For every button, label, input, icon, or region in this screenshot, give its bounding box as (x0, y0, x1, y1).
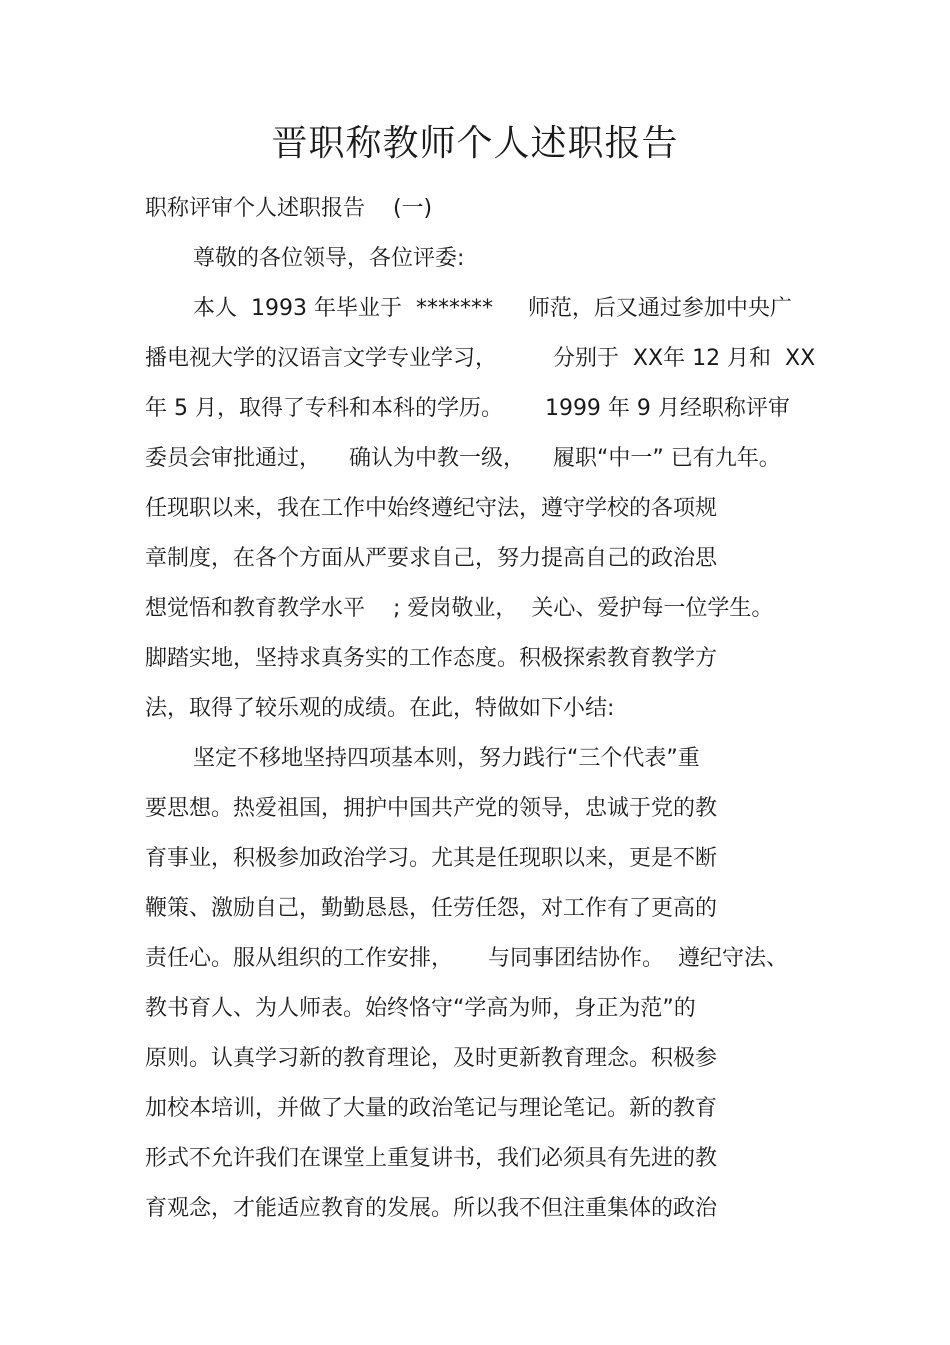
text-line: 播电视大学的汉语言文学专业学习， 分别于 XX年 12 月和 XX (145, 346, 816, 371)
text-line: 章制度，在各个方面从严要求自己，努力提高自己的政治思 (145, 546, 718, 571)
text-line: 责任心。服从组织的工作安排， 与同事团结协作。 遵纪守法、 (145, 946, 788, 971)
text-line: 想觉悟和教育教学水平 ; 爱岗敬业， 关心、爱护每一位学生。 (145, 596, 774, 621)
text-line: 要思想。热爱祖国，拥护中国共产党的领导，忠诚于党的教 (145, 796, 718, 821)
text-line: 育事业，积极参加政治学习。尤其是任现职以来，更是不断 (145, 846, 718, 871)
document-title: 晋职称教师个人述职报告 (271, 123, 679, 164)
document-body (0, 240, 950, 1240)
text-line: 脚踏实地，坚持求真务实的工作态度。积极探索教育教学方 (145, 646, 718, 671)
document-subtitle: 职称评审个人述职报告 (一) (145, 196, 433, 221)
text-line: 本人 1993 年毕业于 ******* 师范，后又通过参加中央广 (193, 296, 792, 321)
text-line: 鞭策、激励自己，勤勤恳恳，任劳任怨，对工作有了更高的 (145, 896, 718, 921)
text-line: 加校本培训，并做了大量的政治笔记与理论笔记。新的教育 (145, 1096, 718, 1121)
text-line: 原则。认真学习新的教育理论，及时更新教育理念。积极参 (145, 1046, 718, 1071)
text-line: 育观念，才能适应教育的发展。所以我不但注重集体的政治 (145, 1196, 718, 1221)
text-line: 委员会审批通过， 确认为中教一级， 履职“中一” 已有九年。 (145, 446, 781, 471)
text-line: 教书育人、为人师表。始终恪守“学高为师，身正为范”的 (145, 996, 696, 1021)
text-line: 任现职以来，我在工作中始终遵纪守法，遵守学校的各项规 (145, 496, 718, 521)
text-line: 法，取得了较乐观的成绩。在此，特做如下小结: (145, 696, 615, 721)
text-line: 尊敬的各位领导，各位评委: (193, 246, 465, 271)
text-line: 形式不允许我们在课堂上重复讲书，我们必须具有先进的教 (145, 1146, 718, 1171)
text-line: 年 5 月，取得了专科和本科的学历。 1999 年 9 月经职称评审 (145, 396, 790, 421)
text-line: 坚定不移地坚持四项基本则，努力践行“三个代表”重 (193, 746, 700, 771)
